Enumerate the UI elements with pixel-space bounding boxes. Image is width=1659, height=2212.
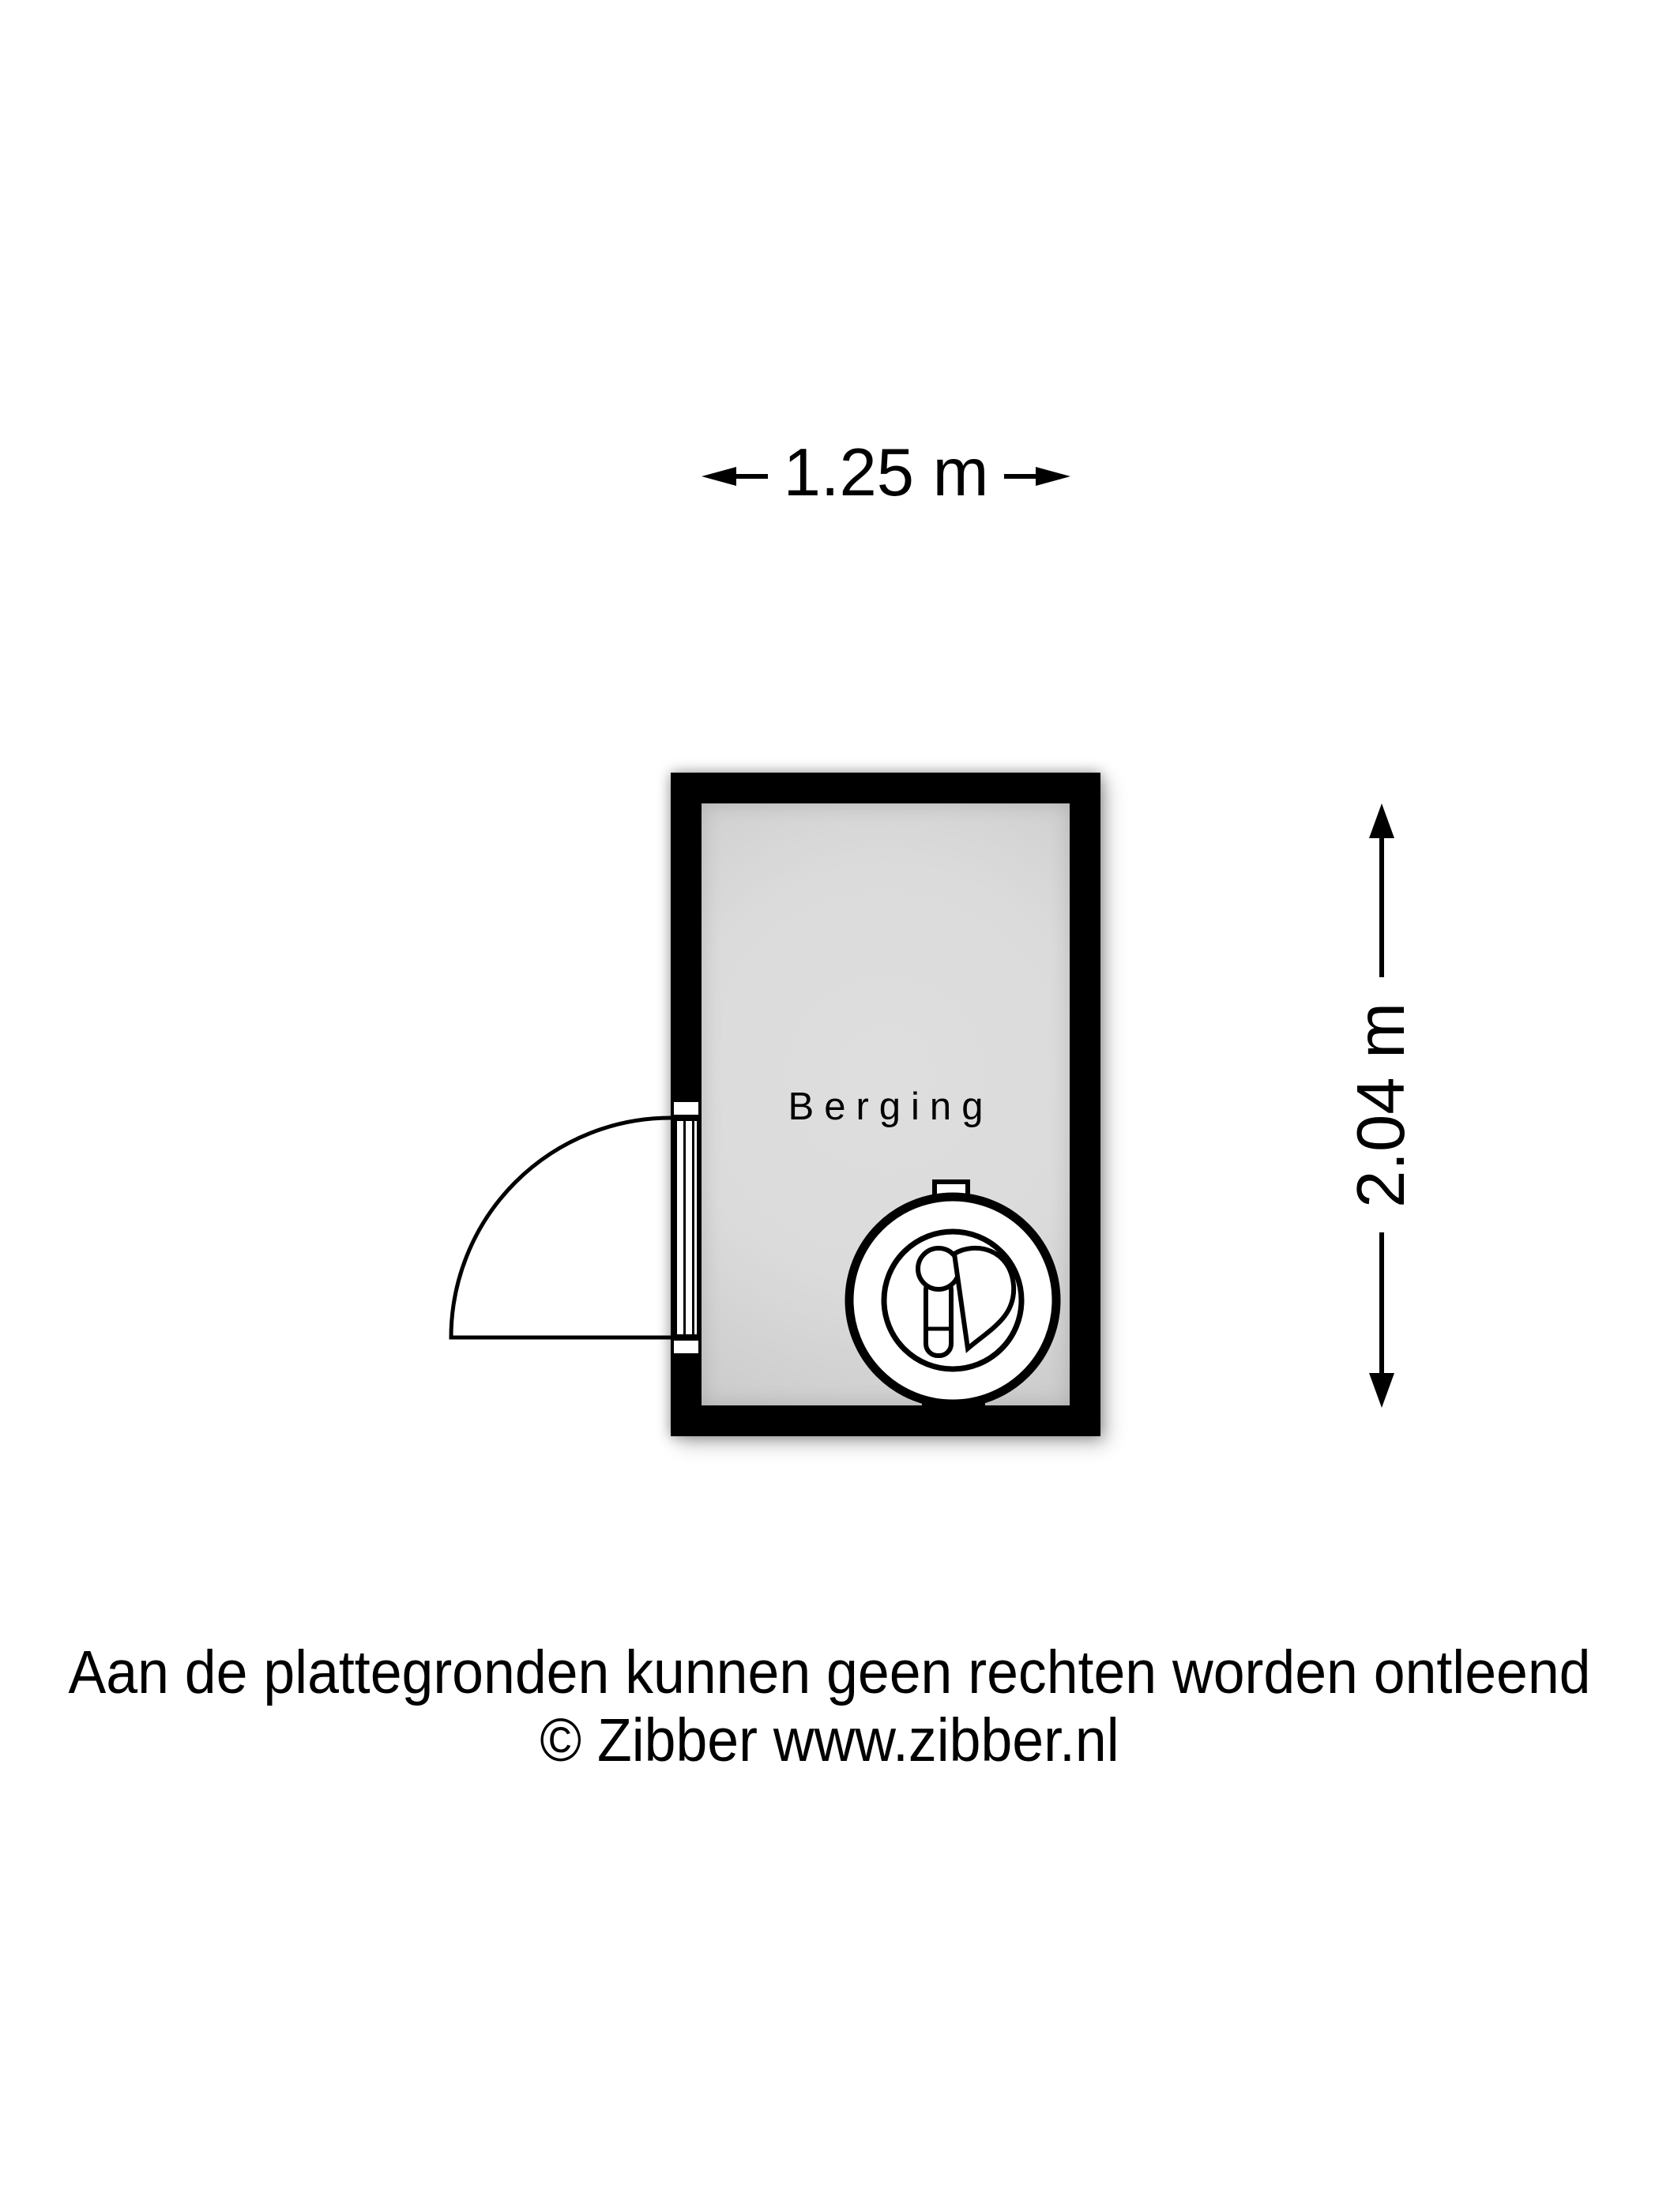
boiler-icon <box>833 1173 1078 1418</box>
door-leaf-line <box>692 1121 694 1334</box>
disclaimer-text: Aan de plattegronden kunnen geen rechten worden ontleend <box>68 1638 1591 1706</box>
door-swing-arc-icon <box>448 1113 674 1341</box>
door-leaf <box>674 1118 700 1337</box>
room-label: Berging <box>788 1085 994 1128</box>
arrow-left-icon <box>702 465 768 488</box>
door-leaf-line <box>683 1121 686 1334</box>
width-dimension-label: 1.25 m <box>783 435 989 510</box>
height-dimension-label: 2.04 m <box>1344 1003 1419 1208</box>
arrow-down-icon <box>1367 1232 1396 1408</box>
door-jamb-top <box>671 1099 702 1118</box>
arrow-up-icon <box>1367 803 1396 977</box>
arrow-right-icon <box>1004 465 1070 488</box>
door-jamb-bottom <box>671 1337 702 1356</box>
copyright-text: © Zibber www.zibber.nl <box>540 1706 1119 1774</box>
